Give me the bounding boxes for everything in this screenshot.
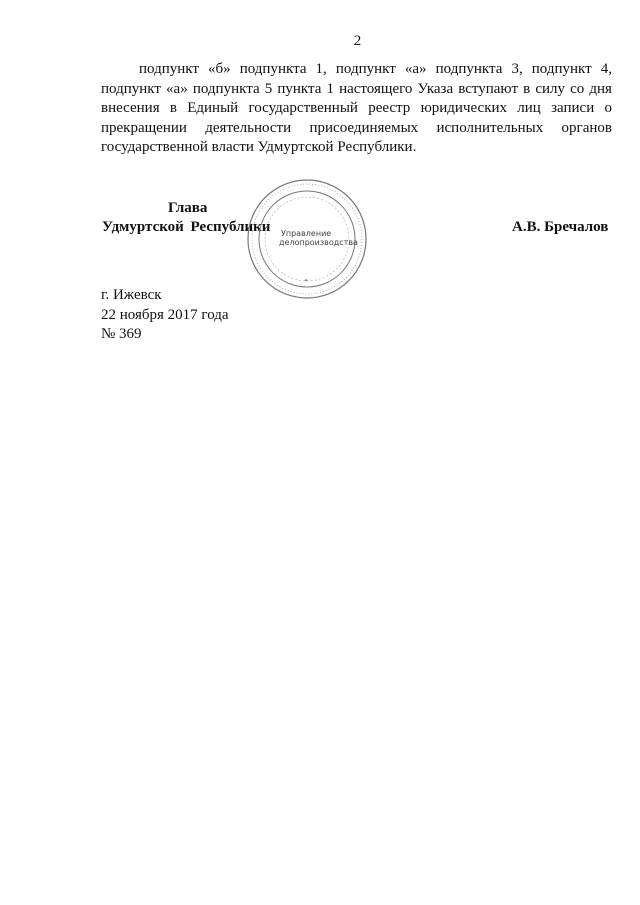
seal-text-line-2: делопроизводства xyxy=(279,238,358,247)
paragraph-line-1: подпункт «б» подпункта 1, подпункт «а» подпункта 3, подпункт 4, xyxy=(139,61,612,77)
paragraph-line-4: прекращении деятельности присоединяемых исполнительных органов xyxy=(101,119,612,136)
signatory-region: Удмуртской Республики xyxy=(102,219,271,235)
decree-paragraph xyxy=(101,60,612,158)
svg-text:✦: ✦ xyxy=(304,278,309,284)
issue-date: 22 ноября 2017 года xyxy=(101,306,229,323)
svg-text:· · · · · · · ·: · · · · · · · · xyxy=(292,284,308,288)
seal-text-line-1: Управление xyxy=(281,229,332,238)
issue-details xyxy=(101,286,229,345)
decree-number: № 369 xyxy=(101,326,142,342)
paragraph-line-2: подпункт «а» подпункта 5 пункта 1 настоящего Указа вступают в силу со дня xyxy=(101,80,612,97)
paragraph-line-3: внесения в Единый государственный реестр юридических лиц записи о xyxy=(101,100,612,116)
svg-text:· · · · · · · ·: · · · · · · · · xyxy=(341,256,351,273)
paragraph-line-5: государственной власти Удмуртской Республики. xyxy=(101,139,417,155)
svg-text:· · · · · · · ·: · · · · · · · · xyxy=(252,243,262,260)
signatory-name: А.В. Бречалов xyxy=(512,219,609,235)
page-number: 2 xyxy=(353,33,362,49)
svg-text:· · · · · · · · ·: · · · · · · · · · xyxy=(323,190,341,203)
signatory-title: Глава xyxy=(168,200,208,216)
official-seal-icon xyxy=(246,178,368,300)
issue-place: г. Ижевск xyxy=(101,287,162,303)
svg-text:· · · · · · · · ·: · · · · · · · · · xyxy=(278,186,296,199)
